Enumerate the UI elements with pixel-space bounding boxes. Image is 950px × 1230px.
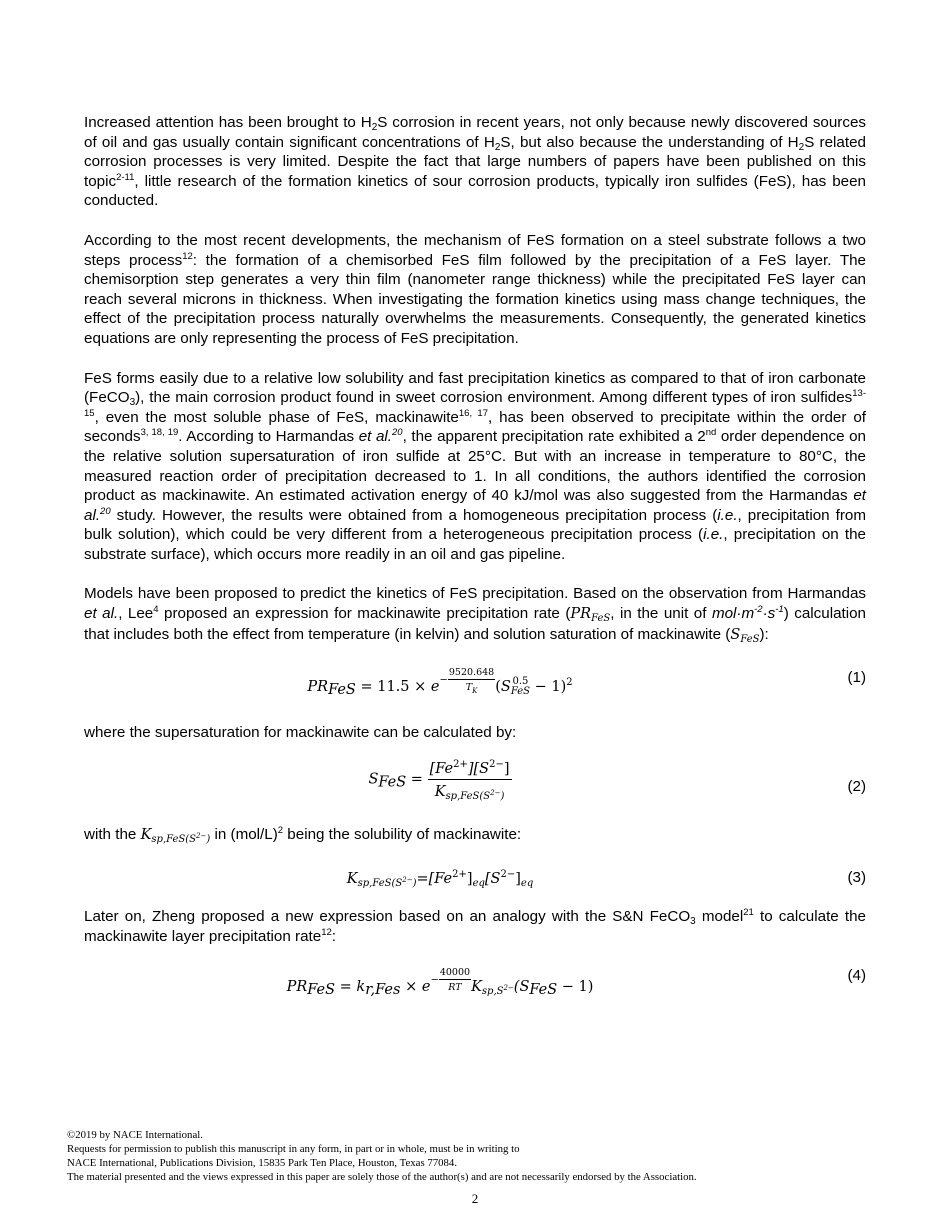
text: , even the most soluble phase of FeS, mackinawite (94, 408, 459, 426)
math-symbol: (S (513, 978, 530, 995)
fraction-denominator (428, 780, 512, 800)
text: According to the most recent developments, the mechanism of FeS formation on a steel substrate follows a two steps process (84, 231, 866, 269)
math-symbol: ][S (467, 760, 490, 777)
math-superscript: 2− (500, 869, 516, 881)
fraction-denominator: RT (448, 981, 462, 993)
italic-text: et al. (358, 428, 392, 446)
superscript: -1 (775, 604, 784, 616)
subscript: 2 (494, 141, 501, 153)
math-symbol: T (465, 682, 473, 694)
text: being the solubility of mackinawite: (283, 825, 522, 843)
equation-3 (84, 855, 866, 899)
math-symbol: PR (286, 978, 308, 995)
math-superscript: 0.5 (512, 676, 529, 688)
citation: 4 (153, 604, 159, 616)
math-symbol: [Fe (429, 760, 454, 777)
exponent-fraction (448, 667, 495, 696)
math-symbol: K (434, 783, 446, 800)
equation-1 (84, 657, 866, 715)
math-subscript (151, 831, 211, 845)
equation-number: (2) (847, 777, 866, 795)
math-symbol: [Fe (428, 871, 453, 888)
math-symbol: PR (570, 606, 592, 623)
exponent (439, 667, 495, 696)
math-superscript: 2 (566, 677, 573, 689)
footer-line: The material presented and the views expressed in this paper are solely those of the author(s) and are not necessarily endorsed by the Association. (67, 1171, 697, 1183)
subscript-text: ) (500, 790, 505, 802)
math-symbol: K (140, 826, 152, 843)
superscript: 2 (277, 824, 284, 836)
citation: 2-11 (116, 171, 135, 183)
math-symbol: k (356, 978, 366, 995)
italic-text: ·s (762, 605, 776, 623)
math-operator: − 1) (530, 679, 567, 696)
math-subscript: eq (472, 878, 485, 890)
text: order dependence on the relative solution supersaturation of iron sulfide at 25°C. But with an increase in temperature to 80°C, the measured reaction order of precipitation decreased to 1. In all conditions, the authors identified the corrosion product as mackinawite. An estimated activation energy of 40 kJ/mol was also suggested from the Harmandas (84, 428, 866, 505)
superscript: nd (705, 427, 717, 439)
paragraph-solubility (84, 369, 866, 565)
math-operator: − 1) (557, 978, 594, 995)
text: , precipitation on the substrate surface), which occurs more readily in an oil and gas pipeline. (84, 526, 866, 563)
text: proposed an expression for mackinawite precipitation rate ( (158, 605, 571, 623)
subscript: 3 (690, 916, 696, 928)
math-superscript: 2− (490, 788, 501, 797)
subscript-text: sp,FeS(S (445, 790, 491, 802)
text: ): (759, 625, 769, 643)
exponent (430, 967, 471, 993)
math-symbol: S (368, 771, 379, 788)
citation: 16, 17 (458, 407, 488, 419)
math-subscript: FeS (591, 613, 611, 625)
text: , in the unit of (610, 605, 712, 623)
footer-line: Requests for permission to publish this manuscript in any form, in part or in whole, must be in writing to (67, 1143, 520, 1155)
math-superscript: 2− (196, 831, 207, 840)
math-symbol: e (421, 978, 431, 995)
paragraph-zheng (84, 907, 866, 946)
text: in (mol/L) (210, 825, 278, 843)
equation-number: (4) (847, 966, 866, 984)
math-subscript: FeS (740, 633, 760, 645)
italic-text: i.e. (703, 526, 724, 544)
citation: 21 (743, 907, 754, 919)
equation-number: (1) (847, 669, 866, 687)
math-symbol: PR (307, 679, 329, 696)
superscript: -2 (754, 604, 763, 616)
italic-text: et al. (84, 605, 119, 623)
footer-line: ©2019 by NACE International. (67, 1129, 203, 1141)
math-symbol: ] (503, 760, 510, 777)
math-subscript (481, 983, 514, 997)
math-operator: − (439, 674, 448, 686)
math-subscript (358, 878, 417, 889)
text: Models have been proposed to predict the kinetics of FeS precipitation. Based on the observation from Harmandas (84, 585, 866, 603)
math-subscript: eq (520, 878, 534, 890)
math-superscript: 2− (489, 758, 504, 770)
text: ) calculation that includes both the effect from temperature (in kelvin) and solution saturation of mackinawite ( (84, 605, 866, 643)
fraction-numerator: 9520.648 (448, 667, 495, 679)
equation-4-body (84, 966, 796, 1003)
math-subscript: FeS (378, 774, 407, 791)
subscript-text: ) (206, 833, 211, 845)
text: : (331, 928, 337, 946)
text: : the formation of a chemisorbed FeS film followed by the precipitation of a FeS layer. The chemisorption step generates a very thin film (nanometer range thickness) while the precipitated FeS layer can reach several microns in thickness. When investigating the formation kinetics using mass change techniques, the effect of the precipitation process naturally overwhelms the measurements. Consequently, the generated kinetics equations are only representing the process of FeS precipitation. (84, 251, 867, 347)
equation-number: (3) (847, 869, 866, 887)
equation-2-fraction (428, 759, 512, 800)
footer-line: NACE International, Publications Division, 15835 Park Ten Place, Houston, Texas 77084. (67, 1157, 458, 1169)
text: , precipitation from bulk solution), which could be very different from a heterogeneous precipitation process ( (84, 506, 866, 544)
equation-2 (84, 753, 866, 817)
text: , Lee (118, 605, 154, 623)
text: with the (84, 825, 141, 843)
math-symbol: [S (484, 871, 501, 888)
math-operator: × (400, 978, 422, 995)
math-symbol: e (430, 679, 440, 696)
math-symbol: K (471, 978, 482, 995)
text: Increased attention has been brought to H (84, 114, 372, 131)
citation: 12 (321, 927, 332, 939)
paragraph-supersaturation: where the supersaturation for mackinawite can be calculated by: (84, 724, 517, 742)
text: to calculate the mackinawite layer precipitation rate (84, 908, 866, 946)
text: , the apparent precipitation rate exhibited a 2 (402, 428, 706, 446)
citation: 3, 18, 19 (140, 427, 179, 439)
text: FeS forms easily due to a relative low solubility and fast precipitation kinetics as compared to that of iron carbonate (FeCO (84, 369, 866, 407)
paragraph-models (84, 584, 866, 645)
citation: 20 (392, 427, 403, 439)
text: , little research of the formation kinetics of sour corrosion products, typically iron sulfides (FeS), has been conducted. (84, 172, 866, 210)
document-body (84, 113, 866, 1021)
text: Later on, Zheng proposed a new expression based on an analogy with the S&N FeCO (84, 908, 691, 926)
text: model (695, 908, 744, 926)
equation-1-body (84, 667, 796, 703)
subscript-text: sp,S (481, 985, 504, 997)
math-operator: = (406, 771, 428, 788)
paragraph-intro (84, 113, 866, 211)
subscript: 3 (129, 397, 136, 409)
math-subscript: K (472, 687, 478, 696)
math-operator: ( (495, 679, 501, 696)
text: , has been observed to precipitate within the order of seconds (84, 408, 866, 446)
math-symbol: S (500, 679, 511, 696)
math-superscript: 2+ (453, 758, 468, 770)
math-superscript: 2− (503, 983, 514, 992)
subscript: 2 (371, 122, 378, 133)
math-subscript: FeS (328, 682, 356, 699)
subscript-text: ) (412, 878, 417, 890)
text: . According to Harmandas (178, 428, 359, 446)
math-symbol: K (346, 871, 358, 888)
math-subscript: FeS (510, 686, 530, 698)
italic-text: i.e. (717, 506, 738, 524)
subscript-text: sp,FeS(S (357, 878, 403, 890)
text: S corrosion in recent years, not only because newly discovered sources of oil and gas usually contain significant concentrations of H (84, 114, 866, 151)
math-symbol: ] (515, 871, 521, 888)
math-subscript: r,Fes (365, 981, 401, 998)
sup-sub-stack (511, 677, 530, 697)
paragraph-mechanism (84, 231, 866, 349)
copyright-footer (67, 1128, 887, 1184)
equation-2-body (84, 759, 796, 800)
math-operator: = 11.5 × (355, 679, 431, 696)
italic-text: mol·m (711, 605, 755, 623)
text: S related corrosion processes is very limited. Despite the fact that large numbers of papers have been published on this topic (84, 133, 866, 190)
subscript-text: sp,FeS(S (151, 833, 197, 845)
math-operator: = (335, 978, 357, 995)
text: ), the main corrosion product found in sweet corrosion environment. Among different types of iron sulfides (135, 389, 853, 407)
math-superscript: 2+ (452, 869, 467, 881)
citation: 20 (100, 505, 111, 517)
math-superscript: 2− (402, 876, 413, 885)
italic-text: et al. (84, 487, 866, 524)
subscript: 2 (798, 141, 805, 153)
citation: 12 (182, 250, 193, 262)
math-operator: = (416, 871, 429, 888)
math-subscript: FeS (307, 981, 336, 998)
fraction-numerator: 40000 (439, 966, 471, 978)
math-symbol: ] (466, 871, 473, 888)
math-subscript: FeS (529, 981, 558, 998)
citation: 13-15 (84, 388, 866, 419)
math-symbol: S (730, 626, 741, 643)
equation-3-body (84, 869, 796, 890)
exponent-fraction (439, 967, 471, 993)
fraction-denominator (448, 680, 495, 696)
text: S, but also because the understanding of H (500, 133, 799, 151)
math-operator: − (430, 974, 439, 986)
text: study. However, the results were obtained from a homogeneous precipitation process ( (110, 506, 718, 524)
paragraph-solubility-def (84, 825, 866, 846)
math-subscript (445, 788, 505, 802)
fraction-numerator (428, 759, 512, 780)
equation-4 (84, 957, 866, 1007)
page-number: 2 (471, 1191, 479, 1206)
